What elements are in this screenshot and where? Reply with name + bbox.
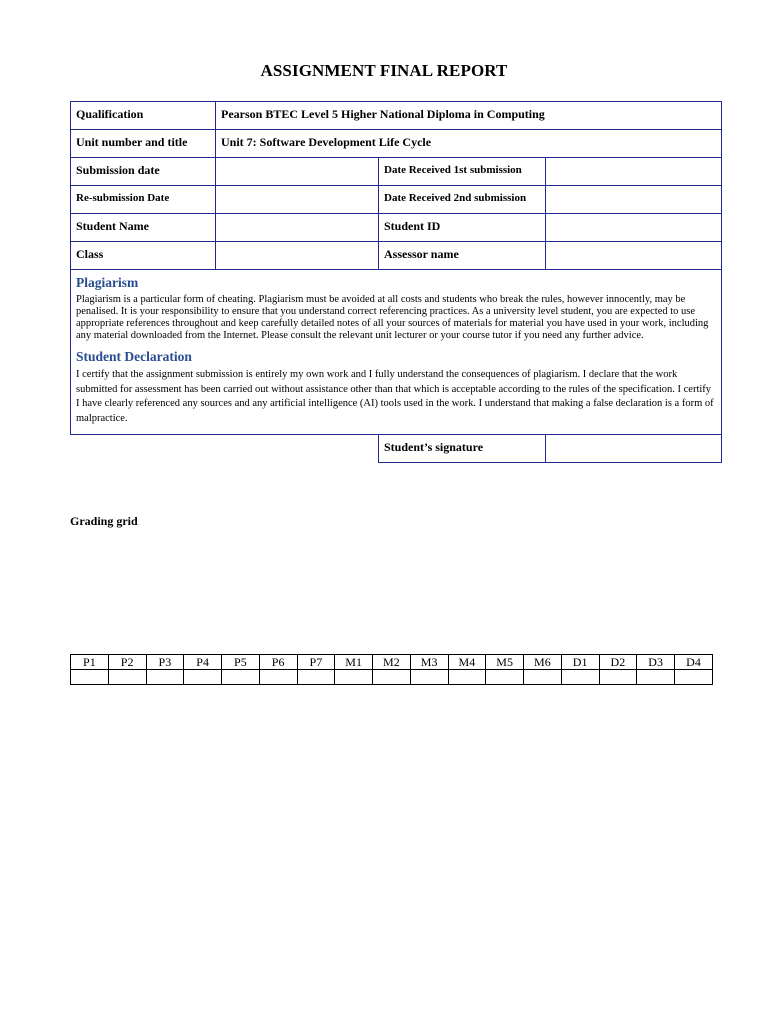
- grade-criterion-m4: M4: [448, 655, 486, 670]
- grade-cell-p2[interactable]: [108, 670, 146, 685]
- grade-criterion-m2: M2: [373, 655, 411, 670]
- assessor-label: Assessor name: [379, 242, 546, 270]
- resubmission-date-field[interactable]: [216, 186, 379, 214]
- student-row: [71, 214, 722, 242]
- submission-row: [71, 158, 722, 186]
- grade-cell-d4[interactable]: [675, 670, 713, 685]
- grade-criterion-p6: P6: [259, 655, 297, 670]
- qualification-value[interactable]: Pearson BTEC Level 5 Higher National Diploma in Computing: [216, 102, 722, 130]
- signature-label: Student’s signature: [379, 435, 546, 463]
- assignment-info-table: [70, 101, 722, 463]
- grade-cell-p3[interactable]: [146, 670, 184, 685]
- grade-criterion-p5: P5: [222, 655, 260, 670]
- grading-grid: [70, 654, 713, 685]
- grade-cell-m6[interactable]: [524, 670, 562, 685]
- grade-cell-d1[interactable]: [561, 670, 599, 685]
- grading-header-row: [71, 655, 713, 670]
- grade-criterion-p1: P1: [71, 655, 109, 670]
- student-id-field[interactable]: [546, 214, 722, 242]
- grading-value-row: [71, 670, 713, 685]
- grade-criterion-m3: M3: [410, 655, 448, 670]
- student-id-label: Student ID: [379, 214, 546, 242]
- grade-cell-p7[interactable]: [297, 670, 335, 685]
- grade-criterion-p7: P7: [297, 655, 335, 670]
- resubmission-date-label: Re-submission Date: [71, 186, 216, 214]
- grade-cell-m2[interactable]: [373, 670, 411, 685]
- grade-criterion-d4: D4: [675, 655, 713, 670]
- declaration-text: I certify that the assignment submission is entirely my own work and I fully understand the consequences of plagiarism. I declare that the work submitted for assessment has been carried out without assistance other than that which is acceptable according to the rules of the specification. I certify I have clearly referenced any sources and any artificial intelligence (AI) tools used in the work. I understand that making a false declaration is a form of malpractice.: [76, 369, 714, 424]
- grade-criterion-p3: P3: [146, 655, 184, 670]
- student-name-label: Student Name: [71, 214, 216, 242]
- grade-criterion-d2: D2: [599, 655, 637, 670]
- grading-grid-label: Grading grid: [70, 514, 138, 528]
- class-field[interactable]: [216, 242, 379, 270]
- grade-cell-d3[interactable]: [637, 670, 675, 685]
- unit-label: Unit number and title: [71, 130, 216, 158]
- grade-criterion-m5: M5: [486, 655, 524, 670]
- submission-date-field[interactable]: [216, 158, 379, 186]
- class-row: [71, 242, 722, 270]
- grade-cell-m1[interactable]: [335, 670, 373, 685]
- declaration-heading: Student Declaration: [76, 349, 192, 364]
- grade-criterion-d3: D3: [637, 655, 675, 670]
- grade-cell-m4[interactable]: [448, 670, 486, 685]
- date-received-2-field[interactable]: [546, 186, 722, 214]
- grade-criterion-p4: P4: [184, 655, 222, 670]
- grade-cell-p5[interactable]: [222, 670, 260, 685]
- signature-row: [71, 435, 722, 463]
- grade-cell-p1[interactable]: [71, 670, 109, 685]
- qualification-label: Qualification: [71, 102, 216, 130]
- grade-criterion-d1: D1: [561, 655, 599, 670]
- unit-value[interactable]: Unit 7: Software Development Life Cycle: [216, 130, 722, 158]
- resubmission-row: [71, 186, 722, 214]
- grade-cell-d2[interactable]: [599, 670, 637, 685]
- page-title: ASSIGNMENT FINAL REPORT: [260, 61, 508, 80]
- grade-cell-m5[interactable]: [486, 670, 524, 685]
- grade-criterion-m1: M1: [335, 655, 373, 670]
- date-received-1-label: Date Received 1st submission: [379, 158, 546, 186]
- student-name-field[interactable]: [216, 214, 379, 242]
- date-received-1-field[interactable]: [546, 158, 722, 186]
- plagiarism-text: Plagiarism is a particular form of cheating. Plagiarism must be avoided at all costs and students who break the rules, however innocently, may be penalised. It is your responsibility to ensure that you understand correct referencing practices. As a university level student, you are expected to use appropriate references throughout and keep carefully detailed notes of all your sources of materials for material you have used in your work, including any material downloaded from the Internet. Please consult the relevant unit lecturer or your course tutor if you need any further advice.: [76, 294, 709, 341]
- grade-criterion-m6: M6: [524, 655, 562, 670]
- grade-cell-m3[interactable]: [410, 670, 448, 685]
- qualification-row: [71, 102, 722, 130]
- signature-field[interactable]: [546, 435, 722, 463]
- date-received-2-label: Date Received 2nd submission: [379, 186, 546, 214]
- plagiarism-heading: Plagiarism: [76, 275, 139, 290]
- declaration-row: [71, 270, 722, 435]
- plagiarism-declaration-cell: [71, 270, 722, 435]
- class-label: Class: [71, 242, 216, 270]
- grade-cell-p4[interactable]: [184, 670, 222, 685]
- unit-row: [71, 130, 722, 158]
- grade-criterion-p2: P2: [108, 655, 146, 670]
- submission-date-label: Submission date: [71, 158, 216, 186]
- grade-cell-p6[interactable]: [259, 670, 297, 685]
- assessor-field[interactable]: [546, 242, 722, 270]
